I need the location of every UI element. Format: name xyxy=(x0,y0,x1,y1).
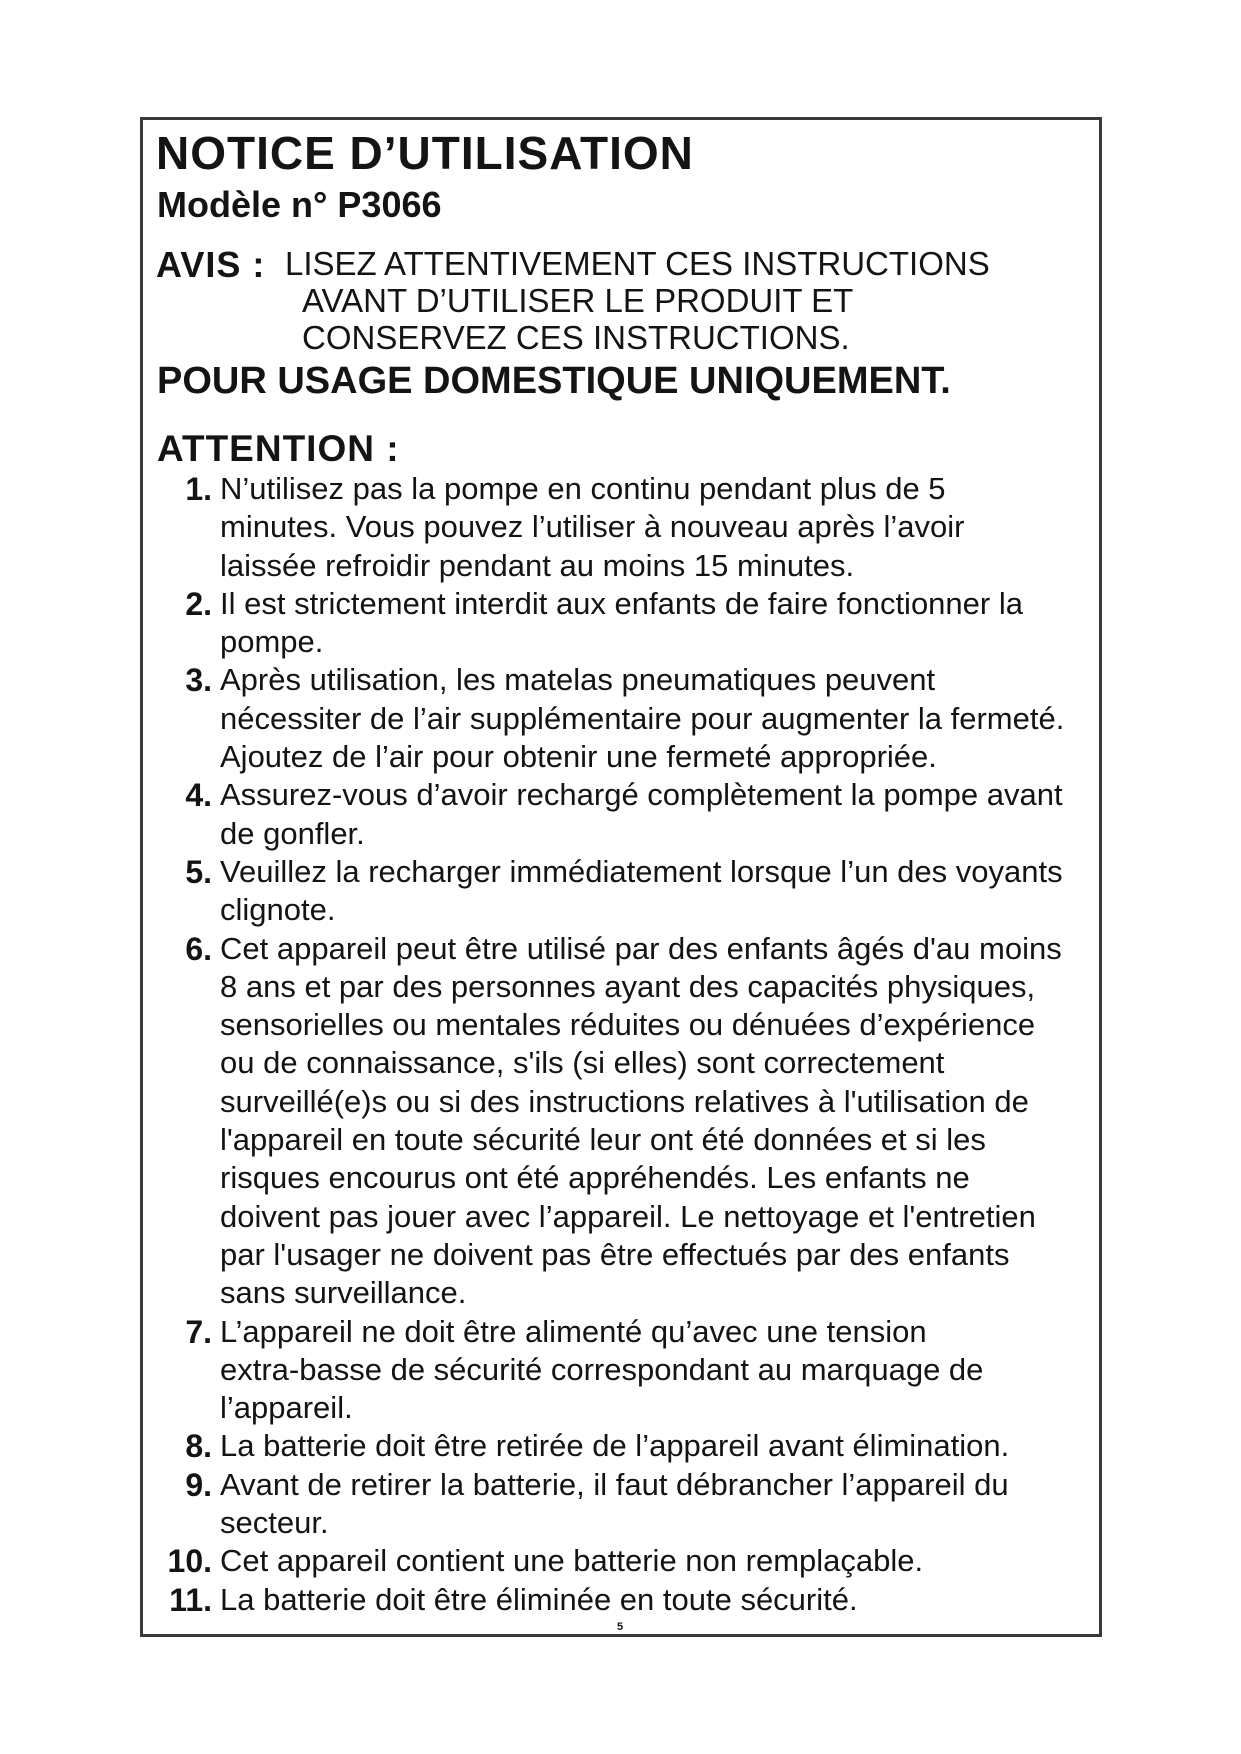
warning-number: 9. xyxy=(185,1466,212,1503)
warning-line: Avant de retirer la batterie, il faut débrancher l’appareil du xyxy=(220,1466,1009,1502)
warning-line: sans surveillance. xyxy=(220,1275,467,1311)
warning-item xyxy=(152,470,1092,585)
warning-text xyxy=(220,776,1092,853)
warning-item xyxy=(152,1313,1092,1428)
warning-text xyxy=(220,1581,1092,1619)
warning-number: 10. xyxy=(167,1543,212,1580)
warning-line: clignote. xyxy=(220,892,336,928)
warning-text xyxy=(220,930,1092,1313)
warning-line: nécessiter de l’air supplémentaire pour augmenter la fermeté. xyxy=(220,700,1065,736)
warning-text xyxy=(220,1313,1092,1428)
warning-number: 3. xyxy=(185,662,212,699)
notice-text xyxy=(285,245,990,356)
warning-item xyxy=(152,930,1092,1313)
warning-text xyxy=(220,585,1092,662)
warning-line: par l'usager ne doivent pas être effectués par des enfants xyxy=(220,1236,1010,1272)
warning-line: sensorielles ou mentales réduites ou dénuées d’expérience xyxy=(220,1007,1036,1043)
warning-line: laissée refroidir pendant au moins 15 minutes. xyxy=(220,547,855,583)
warning-line: Cet appareil contient une batterie non remplaçable. xyxy=(220,1543,924,1579)
warning-line: 8 ans et par des personnes ayant des capacités physiques, xyxy=(220,968,1036,1004)
warning-line: La batterie doit être retirée de l’appareil avant élimination. xyxy=(220,1428,1010,1464)
warning-text xyxy=(220,1466,1092,1543)
warning-line: pompe. xyxy=(220,624,324,660)
warnings-list xyxy=(152,470,1092,1619)
warning-item xyxy=(152,1427,1092,1465)
warning-item xyxy=(152,1581,1092,1619)
page-number: 5 xyxy=(616,1621,624,1633)
warning-line: Veuillez la recharger immédiatement lorsque l’un des voyants xyxy=(220,853,1063,889)
warning-line: l'appareil en toute sécurité leur ont été données et si les xyxy=(220,1122,986,1158)
warning-number: 8. xyxy=(185,1428,212,1465)
warning-number: 6. xyxy=(185,930,212,967)
warning-item xyxy=(152,1542,1092,1580)
warning-number: 11. xyxy=(169,1581,212,1618)
notice-line: LISEZ ATTENTIVEMENT CES INSTRUCTIONS xyxy=(285,245,990,282)
model-number: Modèle n° P3066 xyxy=(157,184,442,225)
notice-line: AVANT D’UTILISER LE PRODUIT ET xyxy=(302,282,854,319)
warning-line: secteur. xyxy=(220,1505,329,1541)
warning-text xyxy=(220,470,1092,585)
warning-line: de gonfler. xyxy=(220,815,365,851)
warning-line: surveillé(e)s ou si des instructions relatives à l'utilisation de xyxy=(220,1083,1029,1119)
notice-line: CONSERVEZ CES INSTRUCTIONS. xyxy=(302,319,850,356)
warning-line: Ajoutez de l’air pour obtenir une fermeté appropriée. xyxy=(220,739,937,775)
warning-number: 7. xyxy=(185,1313,212,1350)
warning-number: 2. xyxy=(185,585,212,622)
warning-text xyxy=(220,853,1092,930)
warning-item xyxy=(152,661,1092,776)
warning-number: 4. xyxy=(185,777,212,814)
warning-line: Cet appareil peut être utilisé par des enfants âgés d'au moins xyxy=(220,930,1062,966)
warning-line: Assurez-vous d’avoir rechargé complètement la pompe avant xyxy=(220,777,1063,813)
warning-text xyxy=(220,661,1092,776)
warning-line: extra-basse de sécurité correspondant au marquage de xyxy=(220,1351,984,1387)
notice-label: AVIS : xyxy=(156,244,266,285)
warning-line: La batterie doit être éliminée en toute sécurité. xyxy=(220,1581,858,1617)
warning-line: ou de connaissance, s'ils (si elles) sont correctement xyxy=(220,1045,945,1081)
warning-line: risques encourus ont été appréhendés. Les enfants ne xyxy=(220,1160,970,1196)
warning-number: 1. xyxy=(185,471,212,507)
warning-line: l’appareil. xyxy=(220,1390,353,1426)
page-title: NOTICE D’UTILISATION xyxy=(156,127,694,179)
warning-item xyxy=(152,853,1092,930)
warning-number: 5. xyxy=(185,853,212,890)
warning-line: Il est strictement interdit aux enfants de faire fonctionner la xyxy=(220,585,1023,621)
warning-line: N’utilisez pas la pompe en continu pendant plus de 5 xyxy=(220,471,946,506)
domestic-use-statement: POUR USAGE DOMESTIQUE UNIQUEMENT. xyxy=(157,360,951,402)
attention-heading: ATTENTION : xyxy=(157,428,400,469)
warning-line: L’appareil ne doit être alimenté qu’avec une tension xyxy=(220,1313,927,1349)
warning-line: doivent pas jouer avec l’appareil. Le nettoyage et l'entretien xyxy=(220,1198,1036,1234)
warning-item xyxy=(152,776,1092,853)
warning-text xyxy=(220,1542,1092,1580)
warning-line: Après utilisation, les matelas pneumatiques peuvent xyxy=(220,662,936,698)
warning-line: minutes. Vous pouvez l’utiliser à nouveau après l’avoir xyxy=(220,509,965,545)
warning-text xyxy=(220,1427,1092,1465)
warning-item xyxy=(152,1466,1092,1543)
warning-item xyxy=(152,585,1092,662)
